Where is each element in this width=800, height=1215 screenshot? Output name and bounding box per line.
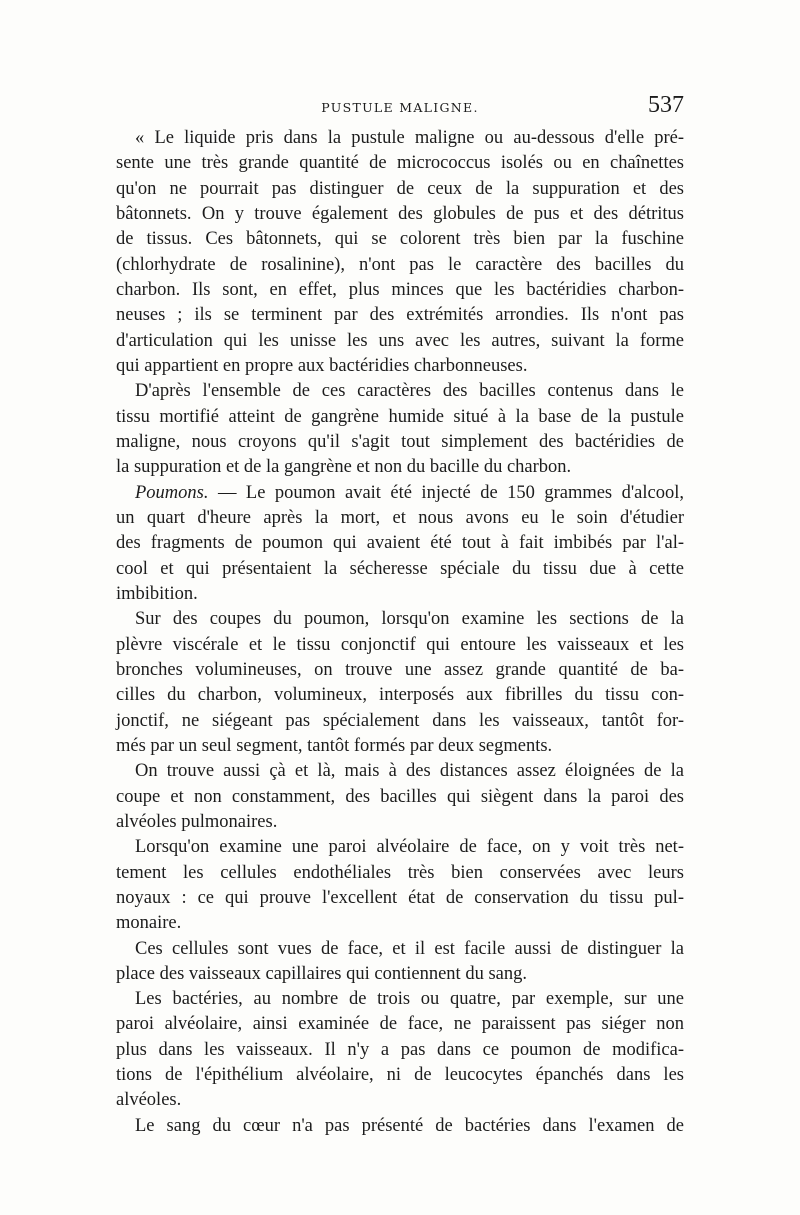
text-line: monaire.: [116, 913, 182, 934]
text-line: bâtonnets. On y trouve également des globules de pus et des détritus: [116, 203, 684, 224]
text-line: Les bactéries, au nombre de trois ou quatre, par exemple, sur une: [135, 989, 684, 1010]
text-line: de tissus. Ces bâtonnets, qui se colorent très bien par la fuschine: [116, 229, 684, 250]
text-line: des fragments de poumon qui avaient été tout à fait imbibés par l'al-: [116, 533, 684, 554]
text-line: cilles du charbon, volumineux, interposés aux fibrilles du tissu con-: [116, 685, 684, 706]
text-line: tissu mortifié atteint de gangrène humide situé à la base de la pustule: [116, 406, 684, 427]
text-line: jonctif, ne siégeant pas spécialement dans les vaisseaux, tantôt for-: [116, 710, 684, 731]
page-number: 537: [648, 92, 684, 118]
text-line: qu'on ne pourrait pas distinguer de ceux de la suppuration et des: [116, 178, 684, 199]
text-line: D'après l'ensemble de ces caractères des bacilles contenus dans le: [135, 381, 684, 402]
running-title: PUSTULE MALIGNE.: [321, 100, 479, 115]
text-line: On trouve aussi çà et là, mais à des distances assez éloignées de la: [135, 761, 684, 782]
text-line: Sur des coupes du poumon, lorsqu'on examine les sections de la: [135, 609, 684, 630]
text-line: imbibition.: [116, 583, 198, 604]
text-line: plus dans les vaisseaux. Il n'y a pas dans ce poumon de modifica-: [116, 1039, 684, 1060]
text-line: d'articulation qui les unisse les uns avec les autres, suivant la forme: [116, 330, 684, 351]
text-line: alvéoles.: [116, 1090, 182, 1111]
text-line: noyaux : ce qui prouve l'excellent état de conservation du tissu pul-: [116, 887, 684, 908]
text-line: paroi alvéolaire, ainsi examinée de face, ne paraissent pas siéger non: [116, 1014, 684, 1035]
text-line: maligne, nous croyons qu'il s'agit tout simplement des bactéridies de: [116, 431, 684, 452]
text-line: sente une très grande quantité de micrococcus isolés ou en chaînettes: [116, 153, 684, 174]
text-line: place des vaisseaux capillaires qui contiennent du sang.: [116, 963, 527, 984]
text-line: coupe et non constamment, des bacilles qui siègent dans la paroi des: [116, 786, 684, 807]
text-line: (chlorhydrate de rosalinine), n'ont pas le caractère des bacilles du: [116, 254, 684, 275]
text-line: charbon. Ils sont, en effet, plus minces que les bactéridies charbon-: [116, 279, 684, 300]
body-text: [116, 126, 684, 1139]
text-line-poumons: [116, 481, 684, 506]
text-line: més par un seul segment, tantôt formés par deux segments.: [116, 735, 553, 756]
poumons-heading: Poumons.: [135, 482, 209, 503]
text-line: Lorsqu'on examine une paroi alvéolaire de face, on y voit très net-: [135, 837, 684, 858]
poumons-text: — Le poumon avait été injecté de 150 grammes d'alcool,: [217, 482, 685, 503]
text-line: alvéoles pulmonaires.: [116, 811, 278, 832]
text-line: bronches volumineuses, on trouve une assez grande quantité de ba-: [116, 659, 684, 680]
text-line: un quart d'heure après la mort, et nous avons eu le soin d'étudier: [116, 507, 684, 528]
text-line: neuses ; ils se terminent par des extrémités arrondies. Ils n'ont pas: [116, 305, 684, 326]
running-head: [116, 88, 684, 128]
text-line: qui appartient en propre aux bactéridies charbonneuses.: [116, 355, 528, 376]
text-line: tions de l'épithélium alvéolaire, ni de leucocytes épanchés dans les: [116, 1065, 684, 1086]
text-line: tement les cellules endothéliales très bien conservées avec leurs: [116, 862, 684, 883]
text-line: cool et qui présentaient la sécheresse spéciale du tissu due à cette: [116, 558, 684, 579]
text-line: plèvre viscérale et le tissu conjonctif qui entoure les vaisseaux et les: [116, 634, 684, 655]
text-line: Ces cellules sont vues de face, et il est facile aussi de distinguer la: [135, 938, 684, 959]
text-line: « Le liquide pris dans la pustule maligne ou au-dessous d'elle pré-: [135, 128, 684, 148]
text-line: Le sang du cœur n'a pas présenté de bactéries dans l'examen de: [135, 1115, 684, 1136]
text-line: la suppuration et de la gangrène et non du bacille du charbon.: [116, 457, 572, 478]
